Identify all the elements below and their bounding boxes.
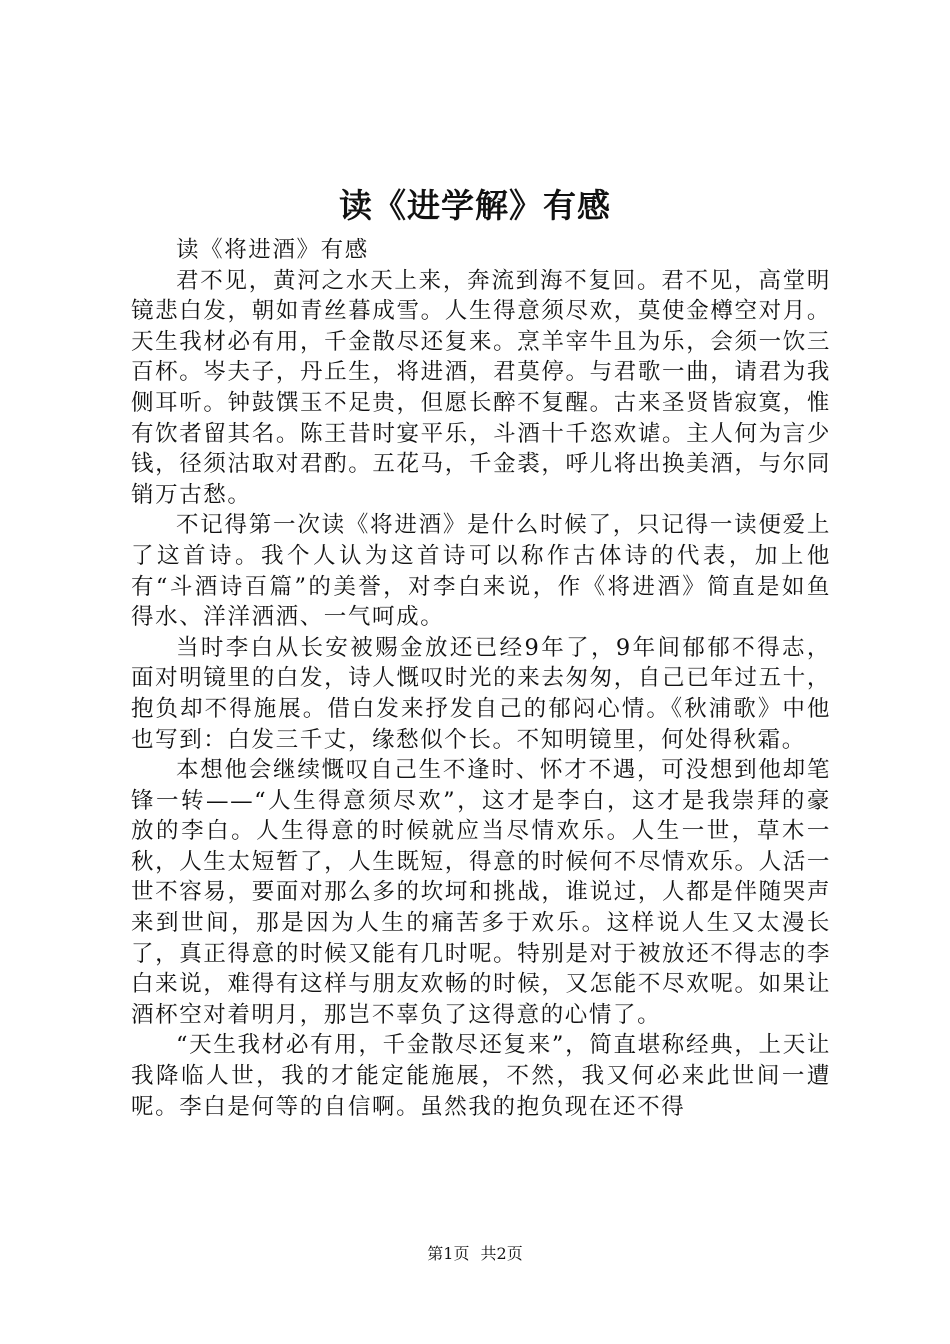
page-total: 共2页 (480, 1244, 523, 1263)
document-title: 读《进学解》有感 (339, 186, 611, 225)
body-paragraph: 不记得第一次读《将进酒》是什么时候了，只记得一读便爱上了这首诗。我个人认为这首诗可以称作古体诗的代表，加上他有“斗酒诗百篇”的美誉，对李白来说，作《将进酒》简直是如鱼得水、洋洋洒洒、一气呵成。 (131, 512, 831, 631)
page-number: 第1页 (427, 1244, 470, 1263)
poem-paragraph: 君不见，黄河之水天上来，奔流到海不复回。君不见，高堂明镜悲白发，朝如青丝暮成雪。人生得意须尽欢，莫使金樽空对月。天生我材必有用，千金散尽还复来。烹羊宰牛且为乐，会须一饮三百杯。岑夫子，丹丘生，将进酒，君莫停。与君歌一曲，请君为我侧耳听。钟鼓馔玉不足贵，但愿长醉不复醒。古来圣贤皆寂寞，惟有饮者留其名。陈王昔时宴平乐，斗酒十千恣欢谑。主人何为言少钱，径须沽取对君酌。五花马，千金裘，呼儿将出换美酒，与尔同销万古愁。 (131, 267, 831, 508)
page-footer (0, 1243, 950, 1265)
body-paragraph: 当时李白从长安被赐金放还已经9年了，9年间郁郁不得志，面对明镜里的白发，诗人慨叹时光的来去匆匆，自己已年过五十，抱负却不得施展。借白发来抒发自己的郁闷心情。《秋浦歌》中他也写到：白发三千丈，缘愁似个长。不知明镜里，何处得秋霜。 (131, 634, 831, 753)
subtitle-paragraph: 读《将进酒》有感 (176, 237, 369, 263)
document-body (131, 235, 831, 1122)
body-paragraph: 本想他会继续慨叹自己生不逢时、怀才不遇，可没想到他却笔锋一转——“人生得意须尽欢”，这才是李白，这才是我崇拜的豪放的李白。人生得意的时候就应当尽情欢乐。人生一世，草木一秋，人生太短暂了，人生既短，得意的时候何不尽情欢乐。人活一世不容易，要面对那么多的坎坷和挑战，谁说过，人都是伴随哭声来到世间，那是因为人生的痛苦多于欢乐。这样说人生又太漫长了，真正得意的时候又能有几时呢。特别是对于被放还不得志的李白来说，难得有这样与朋友欢畅的时候，又怎能不尽欢呢。如果让酒杯空对着明月，那岂不辜负了这得意的心情了。 (131, 757, 831, 1028)
body-paragraph: “天生我材必有用，千金散尽还复来”，简直堪称经典，上天让我降临人世，我的才能定能施展，不然，我又何必来此世间一遭呢。李白是何等的自信啊。虽然我的抱负现在还不得 (131, 1032, 831, 1120)
